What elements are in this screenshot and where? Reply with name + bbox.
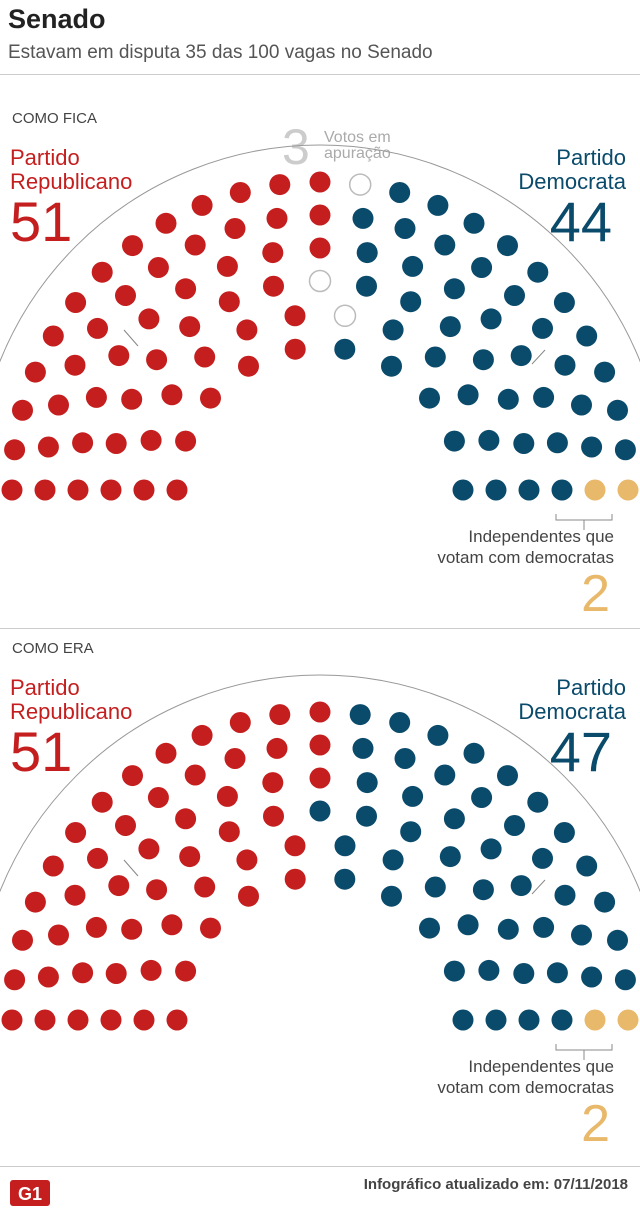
seat-partido-republicano [12, 930, 33, 951]
seat-partido-republicano [148, 257, 169, 278]
seat-partido-democrata [478, 960, 499, 981]
republican-label-line1: Partido [10, 145, 80, 170]
seat-partido-democrata [400, 291, 421, 312]
seat-partido-democrata [383, 319, 404, 340]
seat-partido-republicano [167, 1010, 188, 1031]
seat-partido-republicano [310, 238, 331, 259]
seat-partido-republicano [200, 918, 221, 939]
seat-partido-democrata [434, 765, 455, 786]
seat-partido-republicano [86, 917, 107, 938]
seat-partido-republicano [217, 786, 238, 807]
independent-label-line2: votam com democratas [437, 548, 614, 567]
seat-partido-democrata [615, 439, 636, 460]
seat-partido-republicano [225, 748, 246, 769]
seat-partido-democrata [533, 387, 554, 408]
seat-partido-democrata [425, 347, 446, 368]
seat-partido-democrata [419, 918, 440, 939]
seat-partido-democrata [607, 930, 628, 951]
seat-partido-republicano [310, 205, 331, 226]
seat-partido-republicano [38, 437, 59, 458]
seat-partido-democrata [498, 919, 519, 940]
seat-partido-republicano [68, 1010, 89, 1031]
pending-label-line2: apuração [324, 145, 391, 162]
seat-partido-democrata [497, 765, 518, 786]
seat-partido-republicano [310, 735, 331, 756]
seat-partido-republicano [92, 262, 113, 283]
seat-partido-republicano [161, 384, 182, 405]
seat-partido-republicano [285, 305, 306, 326]
independent-count: 2 [581, 565, 610, 623]
democrat-leader-line [532, 880, 545, 894]
seat-partido-republicano [138, 838, 159, 859]
seat-partido-democrata [547, 432, 568, 453]
seat-partido-democrata [444, 808, 465, 829]
seat-partido-democrata [504, 285, 525, 306]
seat-partido-republicano [35, 480, 56, 501]
seat-partido-republicano [134, 480, 155, 501]
seat-partido-democrata [552, 480, 573, 501]
seat-partido-republicano [167, 480, 188, 501]
seat-partido-republicano [72, 432, 93, 453]
seat-partido-democrata [453, 1010, 474, 1031]
seat-partido-republicano [185, 235, 206, 256]
seat-partido-democrata [395, 748, 416, 769]
seat-partido-democrata [444, 431, 465, 452]
seat-partido-democrata [594, 892, 615, 913]
seat-partido-republicano [12, 400, 33, 421]
seat-partido-democrata [444, 278, 465, 299]
seat-partido-democrata [353, 738, 374, 759]
seat-partido-democrata [334, 869, 355, 890]
seat-partido-democrata [581, 967, 602, 988]
seat-partido-democrata [615, 969, 636, 990]
section-como-fica [0, 102, 640, 642]
seat-partido-republicano [219, 821, 240, 842]
seat-partido-democrata [532, 848, 553, 869]
seat-partido-democrata [481, 838, 502, 859]
seat-partido-republicano [115, 815, 136, 836]
republican-label-line2: Republicano [10, 169, 133, 194]
seat-partido-republicano [156, 743, 177, 764]
seat-partido-republicano [106, 433, 127, 454]
seat-partido-democrata [547, 962, 568, 983]
seat-partido-democrata [473, 349, 494, 370]
seat-partido-republicano [267, 738, 288, 759]
seat-partido-republicano [141, 960, 162, 981]
seat-partido-democrata [594, 362, 615, 383]
republican-leader-line [124, 860, 138, 876]
seat-partido-republicano [263, 276, 284, 297]
seat-partido-republicano [194, 347, 215, 368]
seat-partido-republicano [68, 480, 89, 501]
seat-partido-republicano [262, 242, 283, 263]
seat-partido-democrata [513, 963, 534, 984]
seat-independentes-que-votam-com-democratas [618, 1010, 639, 1031]
seat-partido-republicano [192, 195, 213, 216]
header-divider [0, 74, 640, 75]
seat-partido-republicano [310, 702, 331, 723]
seat-partido-democrata [389, 712, 410, 733]
seat-partido-democrata [481, 308, 502, 329]
seat-partido-republicano [141, 430, 162, 451]
hemicycle-outline [0, 675, 640, 1020]
pending-label-line1: Votos em [324, 129, 391, 146]
independent-label-line2: votam com democratas [437, 1078, 614, 1097]
seat-partido-republicano [175, 278, 196, 299]
independent-count: 2 [581, 1095, 610, 1153]
seat-partido-democrata [458, 384, 479, 405]
seat-partido-republicano [87, 848, 108, 869]
seat-partido-democrata [402, 786, 423, 807]
democrat-label-line2: Democrata [518, 169, 626, 194]
independent-label-line1: Independentes que [468, 527, 614, 546]
seat-partido-republicano [230, 182, 251, 203]
seat-partido-democrata [402, 256, 423, 277]
seat-partido-democrata [473, 879, 494, 900]
seat-partido-republicano [146, 349, 167, 370]
page-subtitle: Estavam em disputa 35 das 100 vagas no Senado [8, 42, 433, 63]
seat-partido-democrata [533, 917, 554, 938]
seat-partido-republicano [108, 875, 129, 896]
seat-partido-republicano [122, 765, 143, 786]
seat-partido-republicano [108, 345, 129, 366]
seat-partido-democrata [440, 846, 461, 867]
seat-partido-democrata [555, 885, 576, 906]
hemicycle-outline [0, 145, 640, 490]
republican-label-line2: Republicano [10, 699, 133, 724]
seat-partido-democrata [395, 218, 416, 239]
seat-partido-republicano [101, 1010, 122, 1031]
seat-partido-republicano [146, 879, 167, 900]
seat-partido-republicano [175, 808, 196, 829]
seat-partido-republicano [115, 285, 136, 306]
seat-partido-democrata [555, 355, 576, 376]
seat-partido-republicano [310, 172, 331, 193]
seat-partido-republicano [121, 389, 142, 410]
seat-partido-republicano [65, 885, 86, 906]
section-label: COMO FICA [12, 110, 97, 127]
democrat-leader-line [532, 350, 545, 364]
seat-partido-democrata [576, 856, 597, 877]
republican-count: 51 [10, 720, 73, 783]
seat-partido-republicano [87, 318, 108, 339]
seat-partido-republicano [200, 388, 221, 409]
seat-partido-democrata [400, 821, 421, 842]
seat-partido-republicano [310, 768, 331, 789]
seat-partido-democrata [519, 480, 540, 501]
seat-partido-republicano [285, 339, 306, 360]
seat-partido-democrata [389, 182, 410, 203]
democrat-label-line1: Partido [556, 675, 626, 700]
pending-count: 3 [282, 119, 310, 175]
seat-partido-republicano [4, 439, 25, 460]
seat-partido-democrata [383, 849, 404, 870]
g1-logo [10, 1180, 50, 1206]
seat-partido-republicano [101, 480, 122, 501]
seat-partido-democrata [554, 822, 575, 843]
seat-partido-democrata [335, 835, 356, 856]
seat-partido-republicano [2, 480, 23, 501]
section-label: COMO ERA [12, 640, 94, 657]
seat-partido-republicano [238, 886, 259, 907]
seat-partido-democrata [357, 772, 378, 793]
seat-partido-republicano [138, 308, 159, 329]
seat-partido-democrata [464, 743, 485, 764]
seat-partido-republicano [285, 835, 306, 856]
seat-partido-democrata [571, 925, 592, 946]
seat-partido-democrata [381, 356, 402, 377]
seat-partido-republicano [156, 213, 177, 234]
seat-partido-republicano [134, 1010, 155, 1031]
seat-partido-democrata [381, 886, 402, 907]
seat-partido-democrata [581, 437, 602, 458]
seat-partido-republicano [267, 208, 288, 229]
seat-partido-democrata [554, 292, 575, 313]
independent-label [437, 1056, 614, 1098]
seat-partido-democrata [498, 389, 519, 410]
seat-independentes-que-votam-com-democratas [618, 480, 639, 501]
seat-partido-republicano [179, 846, 200, 867]
seat-partido-republicano [175, 961, 196, 982]
seat-partido-democrata [513, 433, 534, 454]
seat-partido-republicano [25, 892, 46, 913]
seat-partido-republicano [92, 792, 113, 813]
seat-partido-republicano [263, 806, 284, 827]
seat-partido-democrata [356, 806, 377, 827]
seat-partido-republicano [148, 787, 169, 808]
republican-leader-line [124, 330, 138, 346]
seat-partido-republicano [269, 174, 290, 195]
seat-partido-democrata [427, 195, 448, 216]
seat-partido-republicano [48, 395, 69, 416]
seat-votos-em-apuracao [310, 271, 331, 292]
seat-partido-democrata [453, 480, 474, 501]
republican-label-line1: Partido [10, 675, 80, 700]
seat-partido-democrata [419, 388, 440, 409]
democrat-label-line1: Partido [556, 145, 626, 170]
seat-partido-republicano [192, 725, 213, 746]
seat-partido-republicano [236, 319, 257, 340]
seat-votos-em-apuracao [350, 174, 371, 195]
g1-logo-text: G1 [17, 1184, 43, 1204]
seat-partido-republicano [194, 877, 215, 898]
seat-partido-democrata [356, 276, 377, 297]
seat-partido-democrata [511, 875, 532, 896]
seat-partido-republicano [225, 218, 246, 239]
seat-partido-republicano [35, 1010, 56, 1031]
seat-votos-em-apuracao [335, 305, 356, 326]
seat-partido-democrata [607, 400, 628, 421]
seat-partido-democrata [486, 1010, 507, 1031]
seat-partido-republicano [106, 963, 127, 984]
seat-partido-republicano [269, 704, 290, 725]
seat-independentes-que-votam-com-democratas [585, 1010, 606, 1031]
seat-independentes-que-votam-com-democratas [585, 480, 606, 501]
seat-partido-republicano [230, 712, 251, 733]
seat-partido-democrata [532, 318, 553, 339]
seat-partido-republicano [2, 1010, 23, 1031]
seat-partido-republicano [185, 765, 206, 786]
seat-partido-republicano [38, 967, 59, 988]
seat-partido-democrata [310, 801, 331, 822]
seat-partido-democrata [357, 242, 378, 263]
seat-partido-republicano [72, 962, 93, 983]
seat-partido-democrata [444, 961, 465, 982]
seat-partido-democrata [571, 395, 592, 416]
seat-partido-republicano [65, 355, 86, 376]
democrat-label-line2: Democrata [518, 699, 626, 724]
seat-partido-republicano [179, 316, 200, 337]
seat-partido-democrata [353, 208, 374, 229]
section-como-era [0, 632, 640, 1172]
independent-label-line1: Independentes que [468, 1057, 614, 1076]
seat-partido-republicano [217, 256, 238, 277]
seat-partido-democrata [425, 877, 446, 898]
update-note: Infográfico atualizado em: 07/11/2018 [363, 1176, 628, 1193]
seat-partido-democrata [350, 704, 371, 725]
seat-partido-republicano [219, 291, 240, 312]
seat-partido-democrata [497, 235, 518, 256]
seat-partido-republicano [175, 431, 196, 452]
seat-partido-democrata [464, 213, 485, 234]
seat-partido-democrata [527, 792, 548, 813]
seat-partido-republicano [48, 925, 69, 946]
democrat-count: 44 [549, 190, 612, 253]
seat-partido-democrata [427, 725, 448, 746]
seat-partido-republicano [65, 292, 86, 313]
seat-partido-republicano [65, 822, 86, 843]
seat-partido-republicano [86, 387, 107, 408]
section-divider [0, 628, 640, 629]
seat-partido-democrata [527, 262, 548, 283]
seat-partido-democrata [552, 1010, 573, 1031]
independent-label [437, 526, 614, 568]
seat-partido-republicano [121, 919, 142, 940]
seat-partido-democrata [511, 345, 532, 366]
seat-partido-democrata [478, 430, 499, 451]
seat-partido-republicano [43, 856, 64, 877]
republican-count: 51 [10, 190, 73, 253]
seat-partido-democrata [440, 316, 461, 337]
seat-partido-republicano [43, 326, 64, 347]
footer-divider [0, 1166, 640, 1167]
seat-partido-democrata [504, 815, 525, 836]
seat-partido-democrata [576, 326, 597, 347]
seat-partido-republicano [262, 772, 283, 793]
seat-partido-republicano [285, 869, 306, 890]
seat-partido-democrata [519, 1010, 540, 1031]
seat-partido-republicano [238, 356, 259, 377]
seat-partido-democrata [434, 235, 455, 256]
seat-partido-republicano [122, 235, 143, 256]
page-title: Senado [8, 4, 106, 34]
seat-partido-democrata [486, 480, 507, 501]
seat-partido-republicano [25, 362, 46, 383]
democrat-count: 47 [549, 720, 612, 783]
seat-partido-republicano [4, 969, 25, 990]
seat-partido-democrata [471, 257, 492, 278]
seat-partido-democrata [471, 787, 492, 808]
seat-partido-republicano [236, 849, 257, 870]
seat-partido-democrata [458, 914, 479, 935]
seat-partido-republicano [161, 914, 182, 935]
seat-partido-democrata [334, 339, 355, 360]
